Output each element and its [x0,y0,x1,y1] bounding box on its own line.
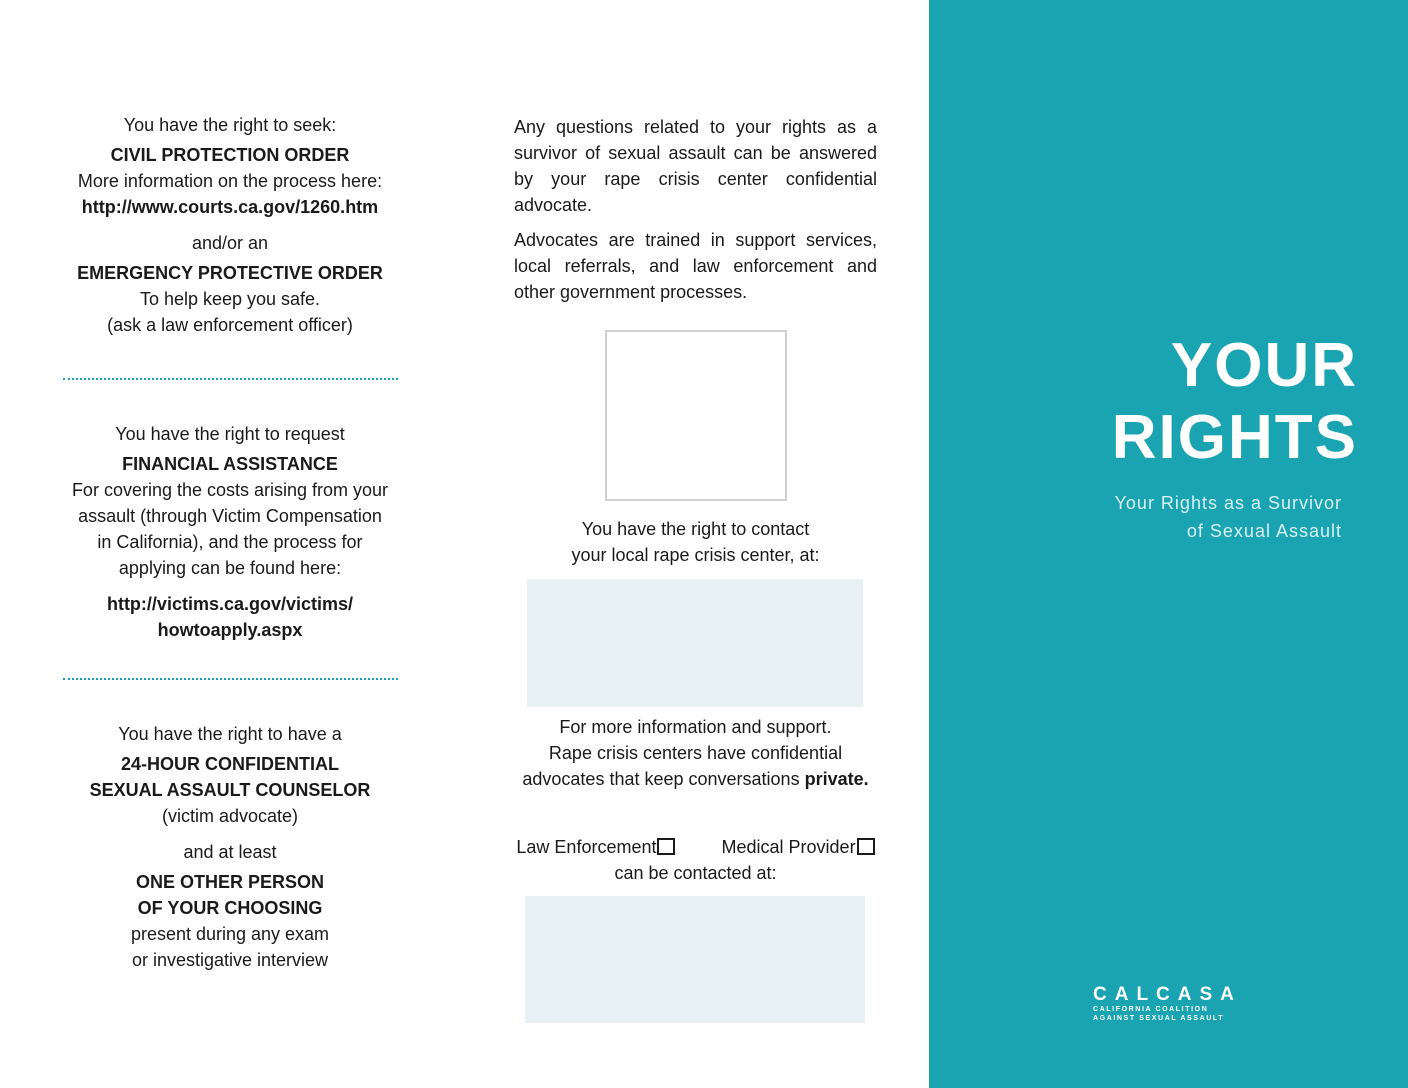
dotted-divider [63,378,398,380]
cover-panel [929,0,1408,1088]
financial-assistance-block [60,421,400,643]
civil-protection-heading: CIVIL PROTECTION ORDER [110,145,350,165]
logo-tagline: AGAINST SEXUAL ASSAULT [1093,1015,1225,1022]
medical-provider-checkbox[interactable] [857,838,875,855]
sticker-placeholder-box [605,330,787,501]
counselor-heading-line: SEXUAL ASSAULT COUNSELOR [89,780,371,800]
victim-advocate-note: (victim advocate) [161,806,299,826]
seek-intro: You have the right to seek: [123,115,337,135]
more-info-line: Rape crisis centers have confidential [548,743,843,763]
and-or-connector: and/or an [191,233,269,253]
contact-line: your local rape crisis center, at: [571,545,820,565]
rights-column-1 [60,112,400,338]
other-person-heading-line: ONE OTHER PERSON [135,872,325,892]
cover-title [1112,330,1358,474]
emergency-protective-heading: EMERGENCY PROTECTIVE ORDER [77,263,383,283]
keep-safe-text: To help keep you safe. [139,289,321,309]
contact-text [514,516,877,568]
have-intro: You have the right to have a [118,724,342,744]
request-intro: You have the right to request [115,424,345,444]
crisis-center-contact-box[interactable] [527,579,863,707]
logo-tagline: CALIFORNIA COALITION [1093,1006,1209,1013]
title-line: RIGHTS [1111,403,1358,472]
process-info: More information on the process here: [77,171,383,191]
private-prefix: advocates that keep conversations [522,769,805,789]
financial-assistance-heading: FINANCIAL ASSISTANCE [122,454,338,474]
law-enforcement-checkbox[interactable] [657,838,675,855]
calcasa-logo [1093,985,1248,1023]
victims-url-line[interactable]: howtoapply.aspx [157,620,303,640]
financial-line: applying can be found here: [118,558,342,578]
law-enforcement-label: Law Enforcement [516,837,657,857]
more-info-last-line [514,766,877,792]
provider-selector [514,834,877,886]
provider-options-line [514,834,877,860]
victims-url-line[interactable]: http://victims.ca.gov/victims/ [106,594,354,614]
subtitle-line: Your Rights as a Survivor [1114,493,1342,513]
more-info-text [514,714,877,792]
counselor-heading-line: 24-HOUR CONFIDENTIAL [120,754,339,774]
contact-line: You have the right to contact [581,519,810,539]
dotted-divider [63,678,398,680]
contacted-at-text: can be contacted at: [614,863,777,883]
financial-line: assault (through Victim Compensation [78,506,382,526]
ask-officer-text: (ask a law enforcement officer) [107,315,353,335]
private-word: private. [804,769,869,789]
provider-contact-box[interactable] [525,896,865,1023]
courts-url[interactable]: http://www.courts.ca.gov/1260.htm [81,197,379,217]
protection-order-block [60,112,400,338]
other-person-heading-line: OF YOUR CHOOSING [137,898,323,918]
exam-line: or investigative interview [131,950,329,970]
exam-line: present during any exam [130,924,330,944]
logo-wordmark: CALCASA [1093,984,1242,1005]
advocates-paragraph: Advocates are trained in support services, local referrals, and law enforcement and other government processes. [514,230,877,302]
financial-line: in California), and the process for [97,532,363,552]
financial-line: For covering the costs arising from your [71,480,389,500]
more-info-line: For more information and support. [559,717,832,737]
questions-paragraph: Any questions related to your rights as a survivor of sexual assault can be answered by your rape crisis center confidential advocate. [514,117,877,215]
cover-subtitle [1115,489,1342,545]
at-least-connector: and at least [183,842,277,862]
medical-provider-label: Medical Provider [721,837,856,857]
counselor-block [60,721,400,973]
subtitle-line: of Sexual Assault [1186,521,1342,541]
title-line: YOUR [1170,331,1358,400]
